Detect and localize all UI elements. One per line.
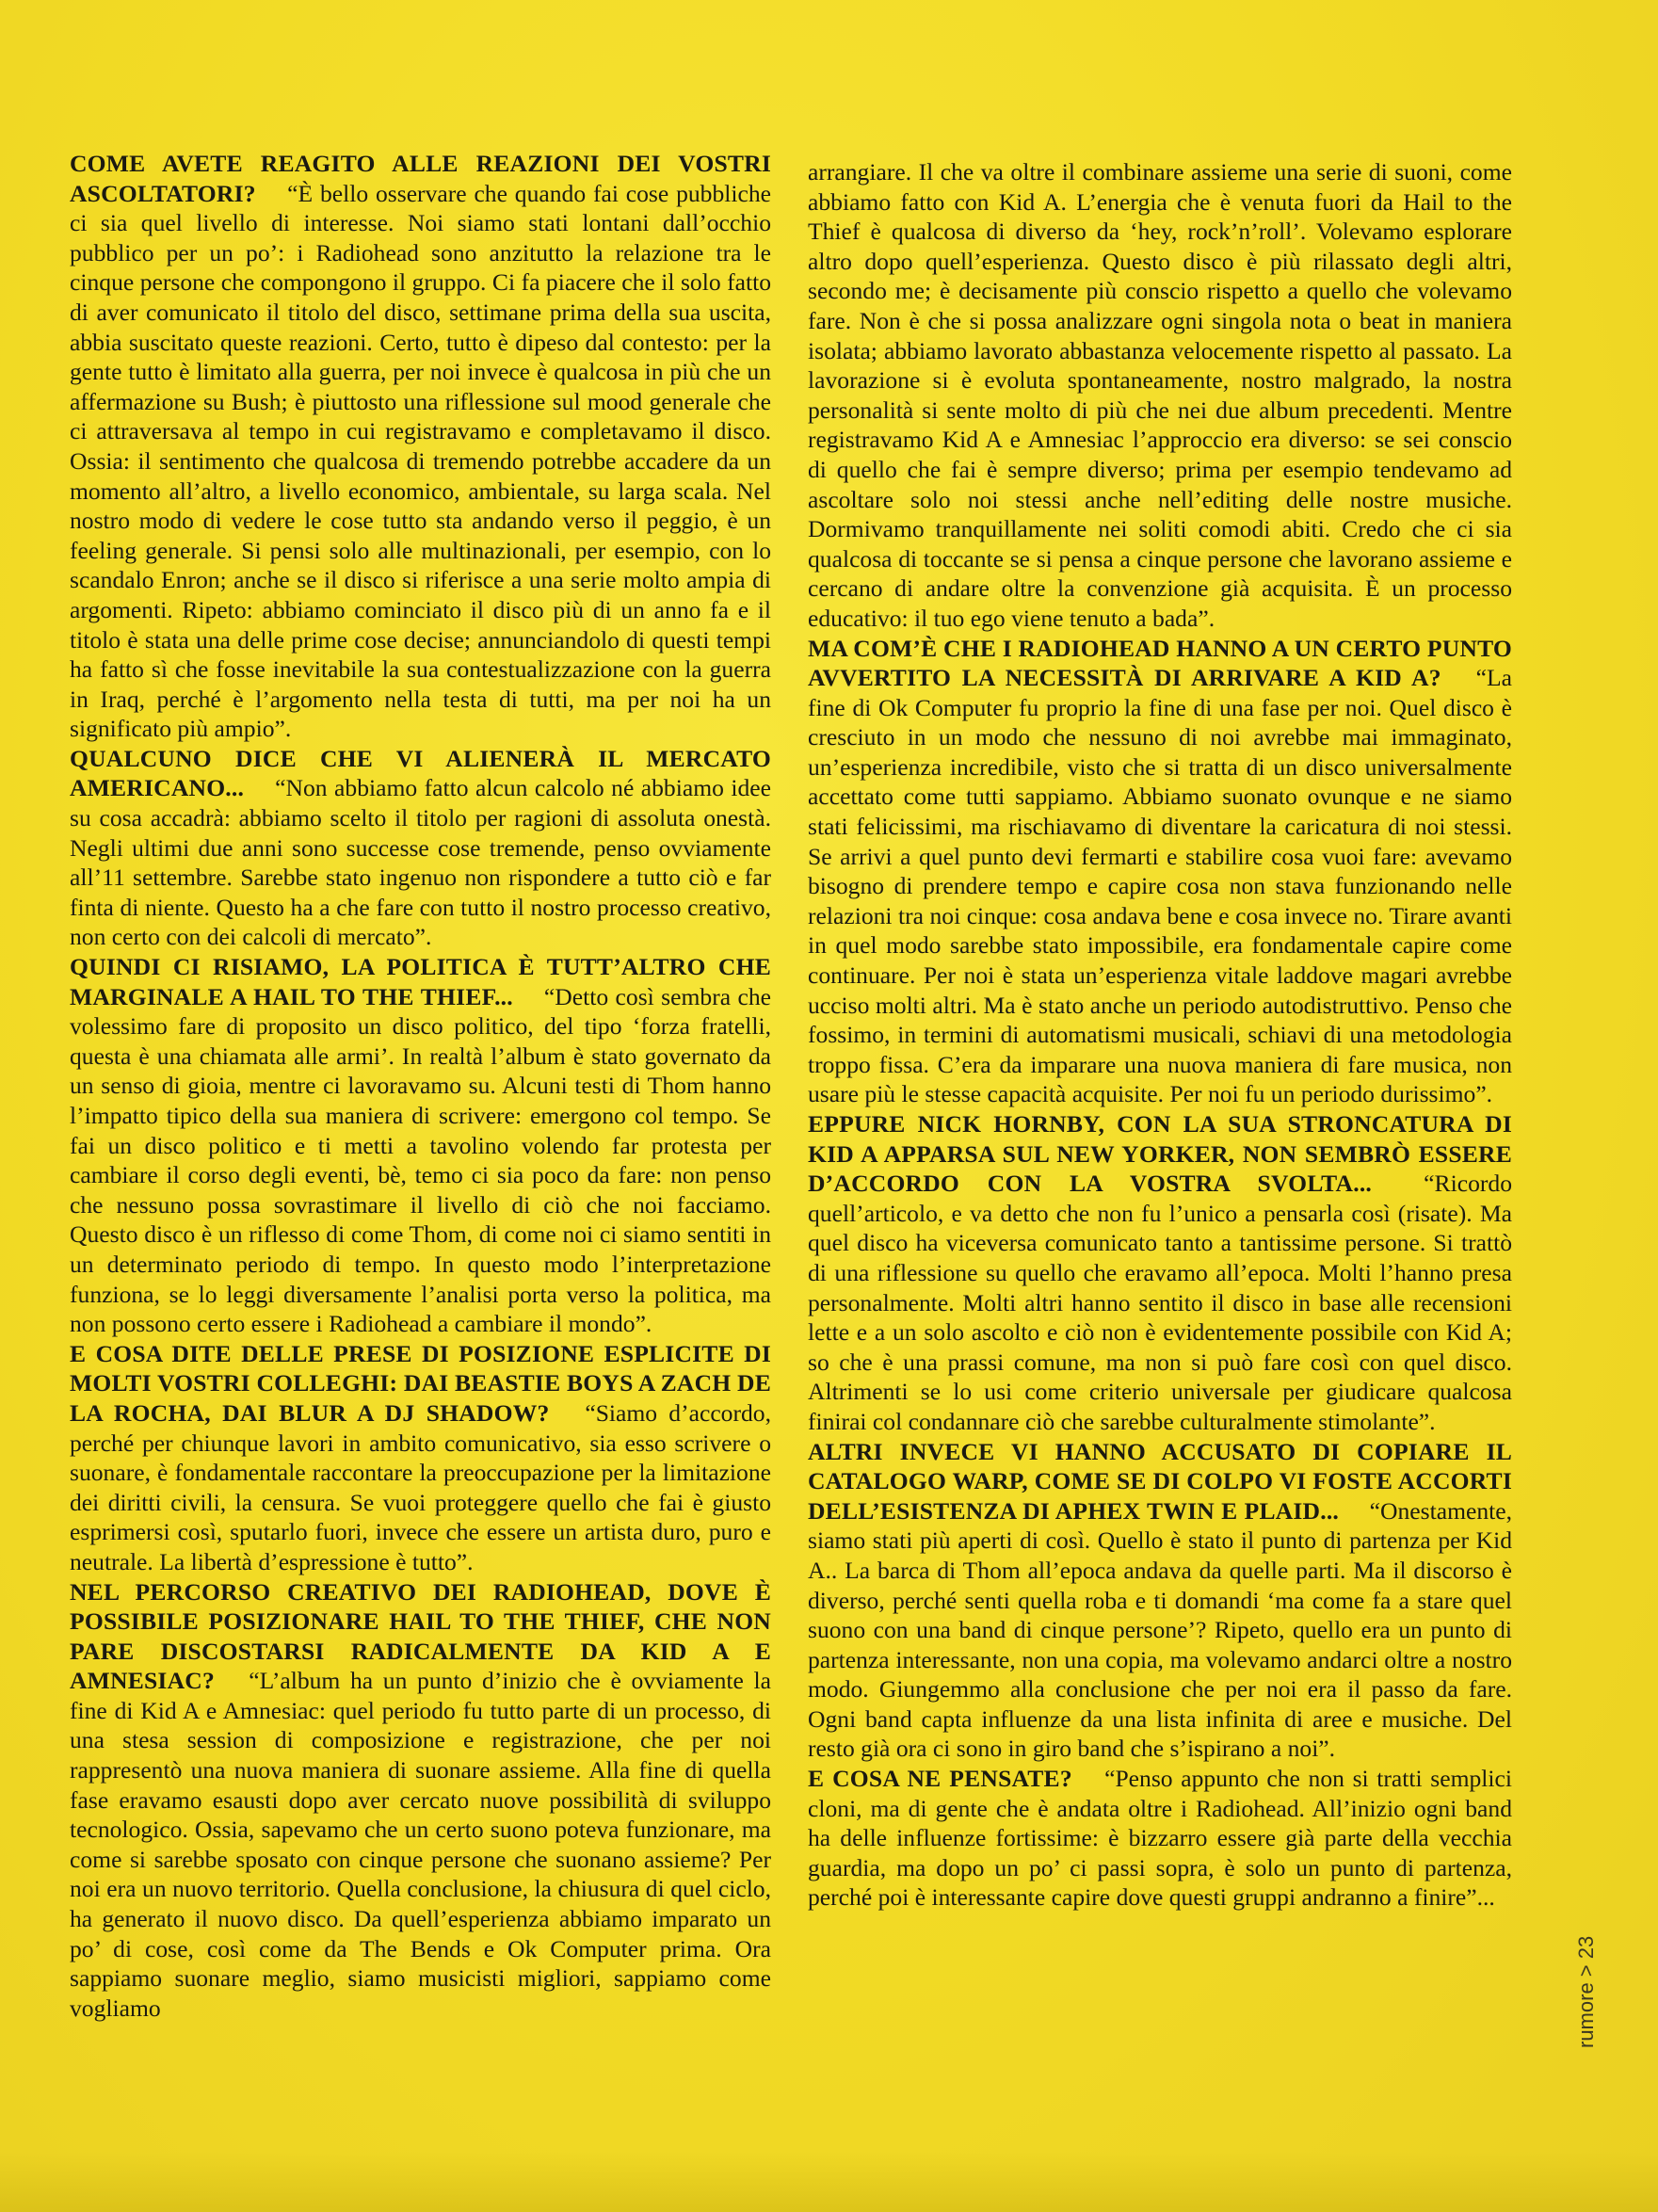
page-number: rumore > 23	[1574, 1935, 1598, 2048]
answer: “L’album ha un punto d’inizio che è ovviamente la fine di Kid A e Amnesiac: quel periodo fu tutto parte di un processo, di una stesa session di composizione e registrazione, che per noi rappresentò una nuova maniera di suonare assieme. Alla fine di quella fase eravamo esausti dopo aver cercato nuove possibilità di sviluppo tecnologico. Ossia, sapevamo che un certo suono poteva funzionare, ma come si sarebbe sposato con cinque persone che suonano assieme? Per noi era un nuovo territorio. Quella conclusione, la chiusura di quel ciclo, ha generato il nuovo disco. Da quell’esperienza abbiamo imparato un po’ di cose, così come da The Bends e Ok Computer prima. Ora sappiamo suonare meglio, siamo musicisti migliori, sappiamo come vogliamo	[70, 1667, 771, 2022]
qa-block-2	[70, 744, 771, 952]
answer: “Onestamente, siamo stati più aperti di così. Quello è stato il punto di partenza per Kid A.. La barca di Thom all’epoca andava da quelle parti. Ma il discorso è diverso, perché senti quella roba e ti domandi ‘ma come fa a stare quel suono con una band di cinque persone’? Ripeto, quello era un punto di partenza interessante, non una copia, ma volevamo andarci oltre a nostro modo. Giungemmo alla conclusione che per noi era il passo da fare. Ogni band capta influenze da una lista infinita di aree e musiche. Del resto già ora ci sono in giro band che s’ispirano a noi”.	[808, 1496, 1513, 1763]
bottom-shadow	[0, 2152, 1658, 2212]
qa-block-5	[70, 1577, 771, 2024]
answer: “Detto così sembra che volessimo fare di proposito un disco politico, del tipo ‘forza fratelli, questa è una chiamata alle armi’. In realtà l’album è stato governato da un senso di gioia, mentre ci lavoravamo su. Alcuni testi di Thom hanno l’impatto tipico della sua maniera di scrivere: emergono col tempo. Se fai un disco politico e ti metti a tavolino volendo far protesta per cambiare il corso degli eventi, bè, temo ci sia poco da fare: non penso che nessuno possa sovrastimare il livello di ciò che noi facciamo. Questo disco è un riflesso di come Thom, di come noi ci siamo sentiti in un determinato periodo di tempo. In questo modo l’interpretazione funziona, se lo leggi diversamente l’analisi porta verso la politica, ma non possono certo essere i Radiohead a cambiare il mondo”.	[70, 982, 772, 1338]
answer: “Non abbiamo fatto alcun calcolo né abbiamo idee su cosa accadrà: abbiamo scelto il titolo per ragioni di assoluta onestà. Negli ultimi due anni sono successe cose tremende, penso ovviamente all’11 settembre. Sarebbe stato ingenuo non rispondere a tutto ciò e far finta di niente. Questo ha a che fare con tutto il nostro processo creativo, non certo con dei calcoli di mercato”.	[70, 774, 771, 951]
question: NEL PERCORSO CREATIVO DEI RADIOHEAD, DOVE È POSSIBILE POSIZIONARE HAIL TO THE THIEF, CHE NON PARE DISCOSTARSI RADICALMENTE DA KID A E AMNESIAC?	[70, 1577, 771, 1695]
left-column	[70, 149, 771, 2023]
answer: arrangiare. Il che va oltre il combinare assieme una serie di suoni, come abbiamo fatto con Kid A. L’energia che è venuta fuori da Hail to the Thief è qualcosa di diverso da ‘hey, rock’n’roll’. Volevamo esplorare altro dopo quell’esperienza. Questo disco è più rilassato degli altri, secondo me; è decisamente più conscio rispetto a quello che volevamo fare. Non è che si possa analizzare ogni singola nota o beat in maniera isolata; abbiamo lavorato abbastanza velocemente rispetto al passato. La lavorazione si è evoluta spontaneamente, nostro malgrado, la nostra personalità si sente molto di più che nei due album precedenti. Mentre registravamo Kid A e Amnesiac l’approccio era diverso: se sei conscio di quello che fai è sempre diverso; prima per esempio tendevamo ad ascoltare solo noi stessi anche nell’editing delle nostre musiche. Dormivamo tranquillamente nei soliti comodi abiti. Credo che ci sia qualcosa di toccante se si pensa a cinque persone che lavorano assieme e cercano di andare oltre la convenzione già acquisita. È un processo educativo: il tuo ego viene tenuto a bada”.	[808, 158, 1512, 632]
answer: “Ricordo quell’articolo, e va detto che non fu l’unico a pensarla così (risate). Ma quel disco ha viceversa comunicato tanto a tantissime persone. Si trattò di una riflessione su quello che eravamo all’epoca. Molti l’hanno presa personalmente. Molti altri hanno sentito il disco in base alle recensioni lette e a un solo ascolto e ciò non è evidentemente possibile con Kid A; so che è una prassi comune, ma non si può fare così con quel disco. Altrimenti se lo usi come criterio universale per giudicare qualcosa finirai col condannare ciò che sarebbe culturalmente stimolante”.	[808, 1170, 1512, 1435]
qa-block-3	[70, 952, 771, 1339]
right-column	[808, 157, 1512, 1913]
question: QUINDI CI RISIAMO, LA POLITICA È TUTT’ALTRO CHE MARGINALE A HAIL TO THE THIEF...	[70, 953, 771, 1010]
question: EPPURE NICK HORNBY, CON LA SUA STRONCATURA DI KID A APPARSA SUL NEW YORKER, NON SEMBRÒ ESSERE D’ACCORDO CON LA VOSTRA SVOLTA...	[808, 1110, 1512, 1198]
answer: “Penso appunto che non si tratti semplici cloni, ma di gente che è andata oltre i Radiohead. All’inizio ogni band ha delle influenze fortissime: è bizzarro essere già parte della vecchia guardia, ma dopo un po’ ci passi sopra, è solo un punto di partenza, perché poi è interessante capire dove questi gruppi andranno a finire”...	[808, 1765, 1512, 1912]
answer: “La fine di Ok Computer fu proprio la fine di una fase per noi. Quel disco è cresciuto in un modo che nessuno di noi avrebbe mai immaginato, un’esperienza incredibile, visto che si tratta di un disco universalmente accettato come tutti sappiamo. Abbiamo suonato ovunque e ne siamo stati felicissimi, ma rischiavamo di diventare la caricatura di noi stessi. Se arrivi a quel punto devi fermarti e stabilire cosa vuoi fare: avevamo bisogno di prendere tempo e capire cosa non stava funzionando nelle relazioni tra noi cinque: cosa andava bene e cosa invece no. Tirare avanti in quel modo sarebbe stato impossibile, era fondamentale capire come continuare. Per noi è stata un’esperienza vitale laddove magari avrebbe ucciso molti altri. Ma è stato anche un periodo autodistruttivo. Penso che fossimo, in termini di automatismi musicali, schiavi di una metodologia troppo fissa. C’era da imparare una nuova maniera di fare musica, non usare più le stesse capacità acquisite. Per noi fu un periodo durissimo”.	[808, 664, 1512, 1108]
question: QUALCUNO DICE CHE VI ALIENERÀ IL MERCATO AMERICANO...	[70, 744, 771, 802]
qa-block-4	[70, 1339, 771, 1577]
question: MA COM’È CHE I RADIOHEAD HANNO A UN CERTO PUNTO AVVERTITO LA NECESSITÀ DI ARRIVARE A KID A?	[808, 634, 1512, 692]
question: ALTRI INVECE VI HANNO ACCUSATO DI COPIARE IL CATALOGO WARP, COME SE DI COLPO VI FOSTE ACCORTI DELL’ESISTENZA DI APHEX TWIN E PLAID...	[808, 1437, 1512, 1525]
question: E COSA DITE DELLE PRESE DI POSIZIONE ESPLICITE DI MOLTI VOSTRI COLLEGHI: DAI BEASTIE BOYS A ZACH DE LA ROCHA, DAI BLUR A DJ SHADOW?	[70, 1339, 771, 1427]
question: COME AVETE REAGITO ALLE REAZIONI DEI VOSTRI ASCOLTATORI?	[70, 150, 771, 207]
answer: “È bello osservare che quando fai cose pubbliche ci sia quel livello di interesse. Noi siamo stati lontani dall’occhio pubblico per un po’: i Radiohead sono anzitutto la relazione tra le cinque persone che compongono il gruppo. Ci fa piacere che il solo fatto di aver comunicato il titolo del disco, settimane prima della sua uscita, abbia suscitato queste reazioni. Certo, tutto è dipeso dal contesto: per la gente tutto è limitato alla guerra, per noi invece è qualcosa in più che un affermazione su Bush; è piuttosto una riflessione sul mood generale che ci attraversava al tempo in cui registravamo e completavamo il disco. Ossia: il sentimento che qualcosa di tremendo potrebbe accadere da un momento all’altro, a livello economico, ambientale, su larga scala. Nel nostro modo di vedere le cose tutto sta andando verso il peggio, è un feeling generale. Si pensi solo alle multinazionali, per esempio, con lo scandalo Enron; anche se il disco si riferisce a una serie molto ampia di argomenti. Ripeto: abbiamo cominciato il disco più di un anno fa e il titolo è stata una delle prime cose decise; annunciandolo di questi tempi ha fatto sì che fosse inevitabile la sua contestualizzazione con la guerra in Iraq, perché è l’argomento nella testa di tutti, ma per noi ha un significato più ampio”.	[70, 179, 771, 743]
continued-answer	[808, 157, 1512, 634]
qa-block-6	[808, 634, 1512, 1110]
answer: “Siamo d’accordo, perché per chiunque lavori in ambito comunicativo, sia esso scrivere o suonare, è fondamentale raccontare la preoccupazione per la limitazione dei diritti civili, la censura. Se vuoi proteggere quello che fai è giusto esprimersi così, sputarlo fuori, invece che essere un artista duro, puro e neutrale. La libertà d’espressione è tutto”.	[70, 1398, 771, 1575]
qa-block-7	[808, 1109, 1512, 1437]
qa-block-1	[70, 149, 771, 744]
qa-block-8	[808, 1437, 1512, 1765]
question: E COSA NE PENSATE?	[808, 1765, 1072, 1793]
qa-block-9	[808, 1764, 1512, 1913]
